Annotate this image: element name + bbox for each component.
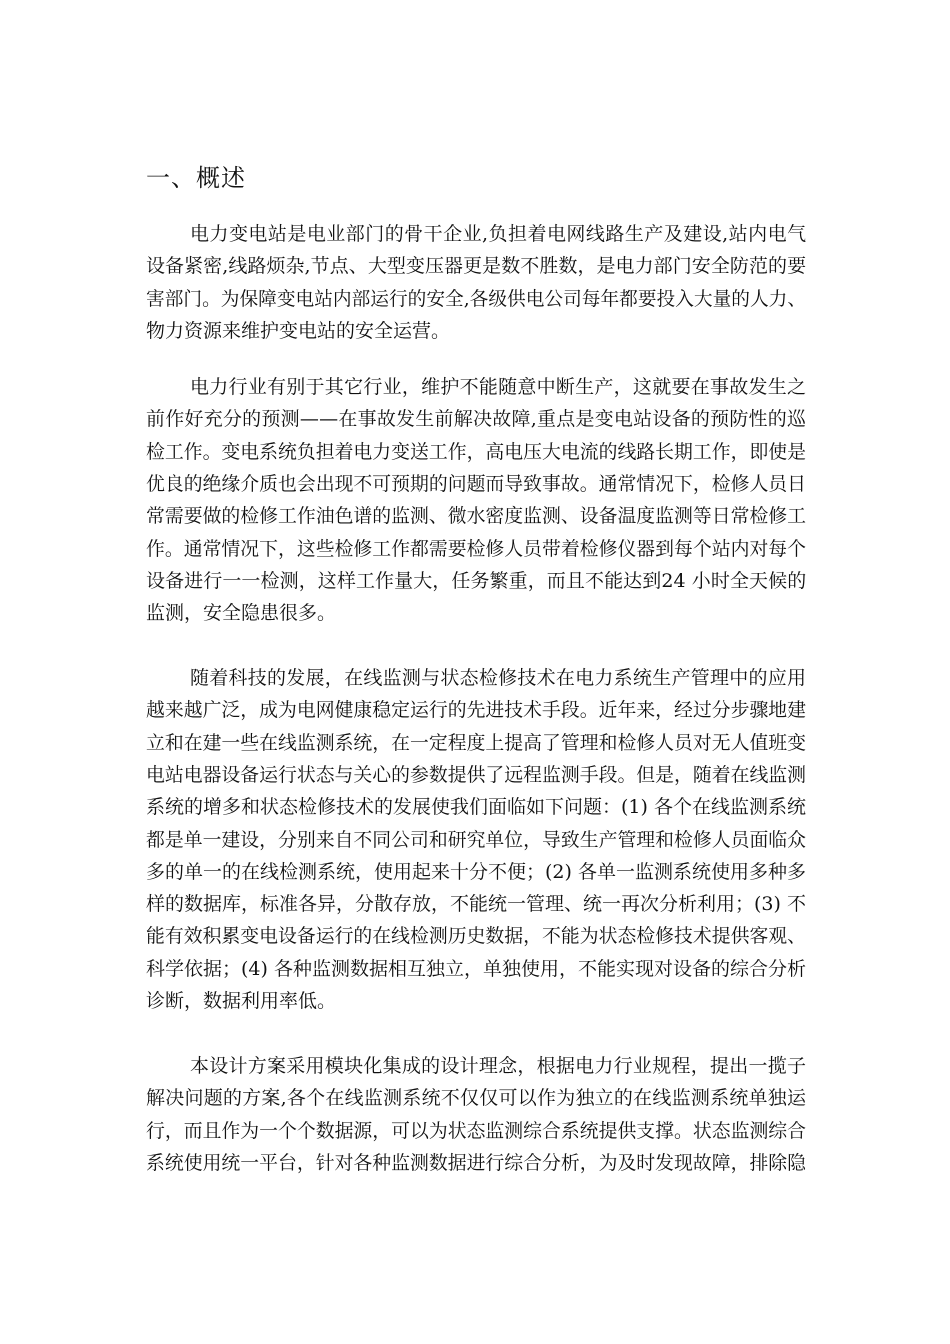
section-heading: 一、概述 [146,164,246,192]
paragraph-2-line-8: 监测，安全隐患很多。 [146,602,337,625]
paragraph-3-line-5: 系统的增多和状态检修技术的发展使我们面临如下问题：(1) 各个在线监测系统 [146,796,806,819]
paragraph-2-line-6: 作。通常情况下，这些检修工作都需要检修人员带着检修仪器到每个站内对每个 [146,537,807,560]
paragraph-3-line-1: 随着科技的发展，在线监测与状态检修技术在电力系统生产管理中的应用 [190,667,807,689]
paragraph-4-line-4: 系统使用统一平台，针对各种监测数据进行综合分析，为及时发现故障，排除隐 [146,1151,807,1174]
paragraph-3-line-9: 能有效积累变电设备运行的在线检测历史数据，不能为状态检修技术提供客观、 [146,925,807,948]
paragraph-2-line-1: 电力行业有别于其它行业，维护不能随意中断生产，这就要在事故发生之 [190,376,807,398]
paragraph-2-line-7: 设备进行一一检测，这样工作量大，任务繁重，而且不能达到24 小时全天候的 [146,569,807,592]
paragraph-3-line-3: 立和在建一些在线监测系统，在一定程度上提高了管理和检修人员对无人值班变 [146,731,807,754]
paragraph-1-line-3: 害部门。为保障变电站内部运行的安全,各级供电公司每年都要投入大量的人力、 [146,287,807,310]
paragraph-2-line-4: 优良的绝缘介质也会出现不可预期的问题而导致事故。通常情况下，检修人员日 [146,472,807,495]
paragraph-3-line-8: 样的数据库，标准各异，分散存放，不能统一管理、统一再次分析利用；(3) 不 [146,893,806,916]
paragraph-3-line-7: 多的单一的在线检测系统，使用起来十分不便；(2) 各单一监测系统使用多种多 [146,860,806,883]
paragraph-4-line-1: 本设计方案采用模块化集成的设计理念，根据电力行业规程，提出一揽子 [190,1055,807,1077]
paragraph-2-line-3: 检工作。变电系统负担着电力变送工作，高电压大电流的线路长期工作，即使是 [146,440,807,463]
paragraph-4-line-3: 行，而且作为一个个数据源，可以为状态监测综合系统提供支撑。状态监测综合 [146,1119,807,1142]
paragraph-3-line-10: 科学依据；(4) 各种监测数据相互独立，单独使用，不能实现对设备的综合分析 [146,957,806,980]
paragraph-1-line-1: 电力变电站是电业部门的骨干企业,负担着电网线路生产及建设,站内电气 [190,223,807,245]
paragraph-3-line-4: 电站电器设备运行状态与关心的参数提供了远程监测手段。但是，随着在线监测 [146,763,807,786]
paragraph-2-line-5: 常需要做的检修工作油色谱的监测、微水密度监测、设备温度监测等日常检修工 [146,505,807,528]
paragraph-4-line-2: 解决问题的方案,各个在线监测系统不仅仅可以作为独立的在线监测系统单独运 [146,1087,807,1110]
paragraph-3-line-6: 都是单一建设，分别来自不同公司和研究单位，导致生产管理和检修人员面临众 [146,828,807,851]
paragraph-2-line-2: 前作好充分的预测——在事故发生前解决故障,重点是变电站设备的预防性的巡 [146,408,807,431]
paragraph-3-line-11: 诊断，数据利用率低。 [146,990,337,1012]
paragraph-1-line-2: 设备紧密,线路烦杂,节点、大型变压器更是数不胜数，是电力部门安全防范的要 [146,255,807,278]
paragraph-3-line-2: 越来越广泛，成为电网健康稳定运行的先进技术手段。近年来，经过分步骤地建 [146,699,807,722]
paragraph-1-line-4: 物力资源来维护变电站的安全运营。 [146,319,451,342]
